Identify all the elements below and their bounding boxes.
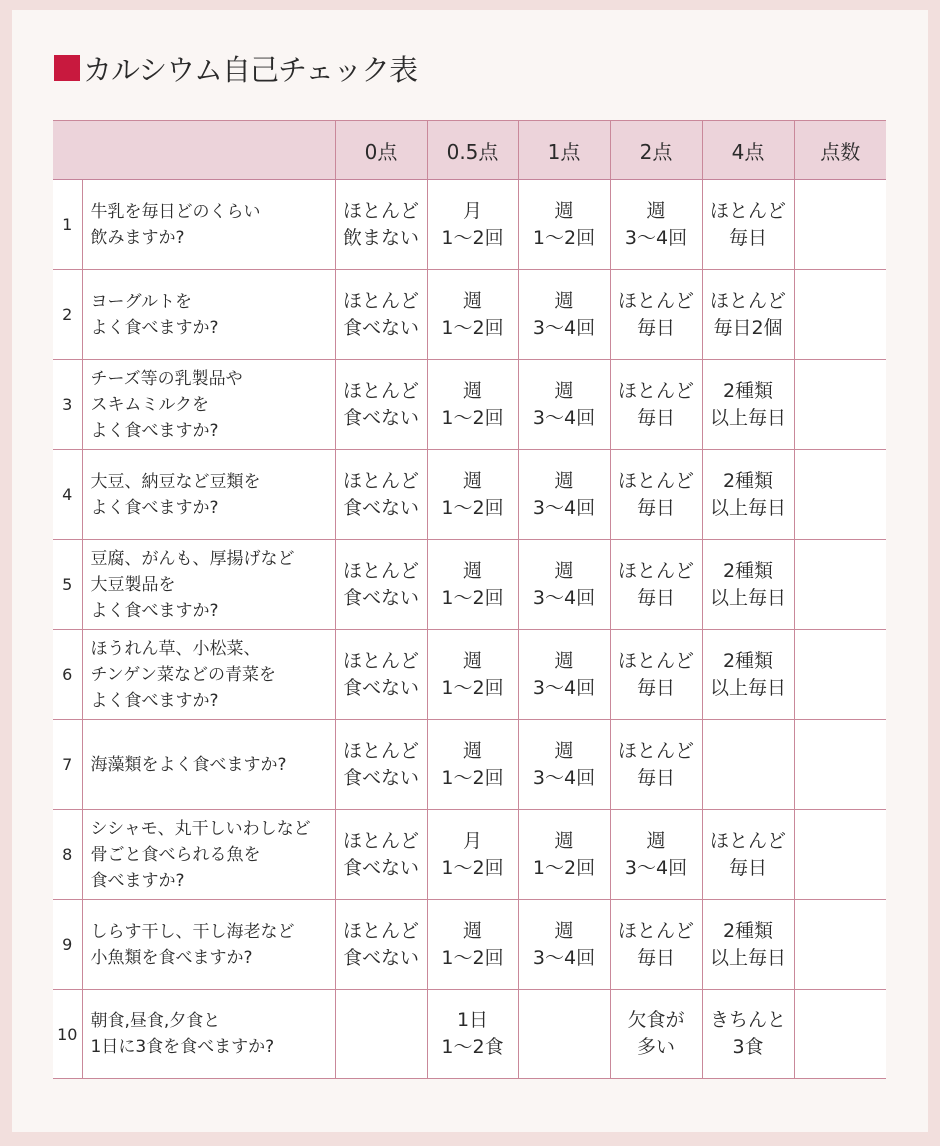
option-0-points: ほとんど 食べない [335,540,427,630]
header-score: 点数 [794,121,886,180]
option-0.5-points: 週 1〜2回 [427,630,518,720]
question-row-2 [53,270,886,360]
option-1-point: 週 3〜4回 [518,450,610,540]
option-4-points: 2種類 以上毎日 [702,540,794,630]
option-0.5-points: 週 1〜2回 [427,450,518,540]
option-0-points: ほとんど 食べない [335,720,427,810]
option-2-points: 週 3〜4回 [610,180,702,270]
question-number: 6 [53,630,82,720]
option-4-points: ほとんど 毎日 [702,180,794,270]
option-2-points: ほとんど 毎日 [610,270,702,360]
question-row-10 [53,990,886,1079]
score-input-cell[interactable] [794,990,886,1079]
option-0-points: ほとんど 飲まない [335,180,427,270]
option-1-point: 週 1〜2回 [518,810,610,900]
score-input-cell[interactable] [794,450,886,540]
option-4-points: きちんと 3食 [702,990,794,1079]
title-text: カルシウム自己チェック表 [83,52,418,87]
option-0.5-points: 月 1〜2回 [427,810,518,900]
option-4-points: ほとんど 毎日 [702,810,794,900]
question-text: 豆腐、がんも、厚揚げなど 大豆製品を よく食べますか? [82,540,335,630]
question-text: シシャモ、丸干しいわしなど 骨ごと食べられる魚を 食べますか? [82,810,335,900]
option-1-point: 週 3〜4回 [518,630,610,720]
score-input-cell[interactable] [794,270,886,360]
header-0.5-points: 0.5点 [427,121,518,180]
option-2-points: ほとんど 毎日 [610,630,702,720]
option-0-points: ほとんど 食べない [335,900,427,990]
question-row-9 [53,900,886,990]
option-2-points: ほとんど 毎日 [610,900,702,990]
question-row-6 [53,630,886,720]
option-0.5-points: 週 1〜2回 [427,900,518,990]
option-4-points: 2種類 以上毎日 [702,360,794,450]
question-row-7 [53,720,886,810]
option-0-points: ほとんど 食べない [335,810,427,900]
header-2-points: 2点 [610,121,702,180]
calcium-check-table [53,120,886,1079]
option-2-points: 欠食が 多い [610,990,702,1079]
question-text: 朝食,昼食,夕食と 1日に3食を食べますか? [82,990,335,1079]
option-0-points: ほとんど 食べない [335,360,427,450]
question-row-8 [53,810,886,900]
option-0-points [335,990,427,1079]
option-0.5-points: 週 1〜2回 [427,360,518,450]
page-title [54,48,417,88]
option-4-points: 2種類 以上毎日 [702,630,794,720]
question-row-5 [53,540,886,630]
checklist-card [12,10,928,1132]
option-0-points: ほとんど 食べない [335,450,427,540]
option-1-point: 週 3〜4回 [518,270,610,360]
score-input-cell[interactable] [794,180,886,270]
question-text: 大豆、納豆など豆類を よく食べますか? [82,450,335,540]
question-row-4 [53,450,886,540]
header-blank-cell [53,121,335,180]
question-row-3 [53,360,886,450]
option-2-points: ほとんど 毎日 [610,720,702,810]
question-text: ヨーグルトを よく食べますか? [82,270,335,360]
option-0.5-points: 1日 1〜2食 [427,990,518,1079]
title-square-icon [54,55,80,81]
question-text: チーズ等の乳製品や スキムミルクを よく食べますか? [82,360,335,450]
header-row [53,121,886,180]
score-input-cell[interactable] [794,540,886,630]
score-input-cell[interactable] [794,630,886,720]
option-1-point [518,990,610,1079]
question-number: 7 [53,720,82,810]
question-number: 9 [53,900,82,990]
question-number: 4 [53,450,82,540]
option-1-point: 週 3〜4回 [518,720,610,810]
question-text: ほうれん草、小松菜、 チンゲン菜などの青菜を よく食べますか? [82,630,335,720]
question-number: 5 [53,540,82,630]
question-text: 海藻類をよく食べますか? [82,720,335,810]
score-input-cell[interactable] [794,810,886,900]
option-4-points: ほとんど 毎日2個 [702,270,794,360]
option-4-points [702,720,794,810]
header-4-points: 4点 [702,121,794,180]
option-0.5-points: 月 1〜2回 [427,180,518,270]
option-0.5-points: 週 1〜2回 [427,720,518,810]
question-row-1 [53,180,886,270]
option-0.5-points: 週 1〜2回 [427,540,518,630]
option-2-points: ほとんど 毎日 [610,540,702,630]
score-input-cell[interactable] [794,900,886,990]
score-input-cell[interactable] [794,720,886,810]
option-0-points: ほとんど 食べない [335,630,427,720]
question-number: 2 [53,270,82,360]
question-number: 1 [53,180,82,270]
question-number: 10 [53,990,82,1079]
option-1-point: 週 1〜2回 [518,180,610,270]
header-0-points: 0点 [335,121,427,180]
header-1-point: 1点 [518,121,610,180]
question-number: 8 [53,810,82,900]
option-2-points: ほとんど 毎日 [610,360,702,450]
option-1-point: 週 3〜4回 [518,360,610,450]
option-2-points: 週 3〜4回 [610,810,702,900]
option-0.5-points: 週 1〜2回 [427,270,518,360]
question-number: 3 [53,360,82,450]
score-input-cell[interactable] [794,360,886,450]
option-0-points: ほとんど 食べない [335,270,427,360]
question-text: しらす干し、干し海老など 小魚類を食べますか? [82,900,335,990]
option-2-points: ほとんど 毎日 [610,450,702,540]
option-4-points: 2種類 以上毎日 [702,900,794,990]
option-1-point: 週 3〜4回 [518,900,610,990]
option-4-points: 2種類 以上毎日 [702,450,794,540]
option-1-point: 週 3〜4回 [518,540,610,630]
question-text: 牛乳を毎日どのくらい 飲みますか? [82,180,335,270]
